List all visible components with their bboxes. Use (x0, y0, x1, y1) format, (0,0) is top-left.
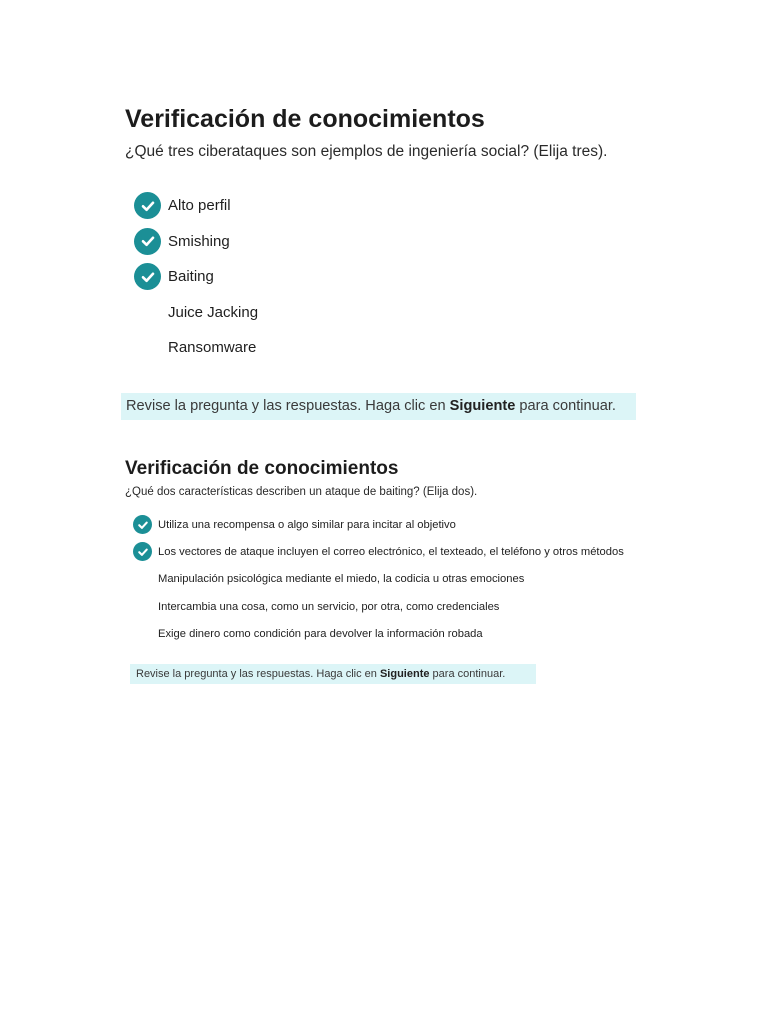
hint-text-after: para continuar. (429, 668, 506, 680)
check-circle-icon (133, 542, 152, 561)
page-title: Verificación de conocimientos (125, 105, 485, 133)
instruction-banner (130, 664, 536, 684)
hint-next-word: Siguiente (449, 398, 516, 414)
answer-option-juice-jacking[interactable] (125, 295, 645, 331)
option-label: Los vectores de ataque incluyen el correo electrónico, el texteado, el teléfono y otros métodos (158, 546, 624, 559)
option-label: Juice Jacking (168, 303, 259, 321)
check-circle-icon (134, 263, 161, 290)
option-label: Manipulación psicológica mediante el miedo, la codicia u otras emociones (158, 573, 525, 586)
option-label: Utiliza una recompensa o algo similar para incitar al objetivo (158, 518, 456, 531)
answer-option-alto-perfil[interactable] (125, 188, 645, 224)
question-text: ¿Qué dos características describen un ataque de baiting? (Elija dos). (125, 486, 478, 498)
option-label: Smishing (168, 232, 230, 250)
check-circle-icon (134, 228, 161, 255)
answer-options (125, 188, 645, 366)
option-label: Ransomware (168, 339, 257, 357)
answer-option-baiting[interactable] (125, 259, 645, 295)
option-label: Alto perfil (168, 197, 231, 215)
check-circle-icon (133, 515, 152, 534)
answer-option-ransomware[interactable] (125, 330, 645, 366)
check-circle-icon (134, 192, 161, 219)
answer-option-smishing[interactable] (125, 224, 645, 260)
answer-option-attack-vectors[interactable] (125, 538, 645, 565)
knowledge-check-2 (125, 457, 645, 680)
answer-option-exchange[interactable] (125, 593, 645, 620)
hint-text-before: Revise la pregunta y las respuestas. Haga clic en (126, 398, 450, 414)
option-label: Baiting (168, 268, 214, 286)
question-text: ¿Qué tres ciberataques son ejemplos de ingeniería social? (Elija tres). (125, 143, 608, 160)
answer-option-psychological-manipulation[interactable] (125, 566, 645, 593)
knowledge-check-1 (125, 103, 645, 414)
instruction-banner (121, 393, 636, 420)
option-label: Intercambia una cosa, como un servicio, por otra, como credenciales (158, 600, 500, 613)
section-title: Verificación de conocimientos (125, 458, 399, 479)
answer-options (125, 511, 645, 648)
hint-next-word: Siguiente (379, 668, 430, 680)
answer-option-ransom[interactable] (125, 621, 645, 648)
answer-option-reward[interactable] (125, 511, 645, 538)
option-label: Exige dinero como condición para devolver la información robada (158, 628, 483, 641)
hint-text-after: para continuar. (515, 398, 616, 414)
hint-text-before: Revise la pregunta y las respuestas. Haga clic en (136, 668, 380, 680)
